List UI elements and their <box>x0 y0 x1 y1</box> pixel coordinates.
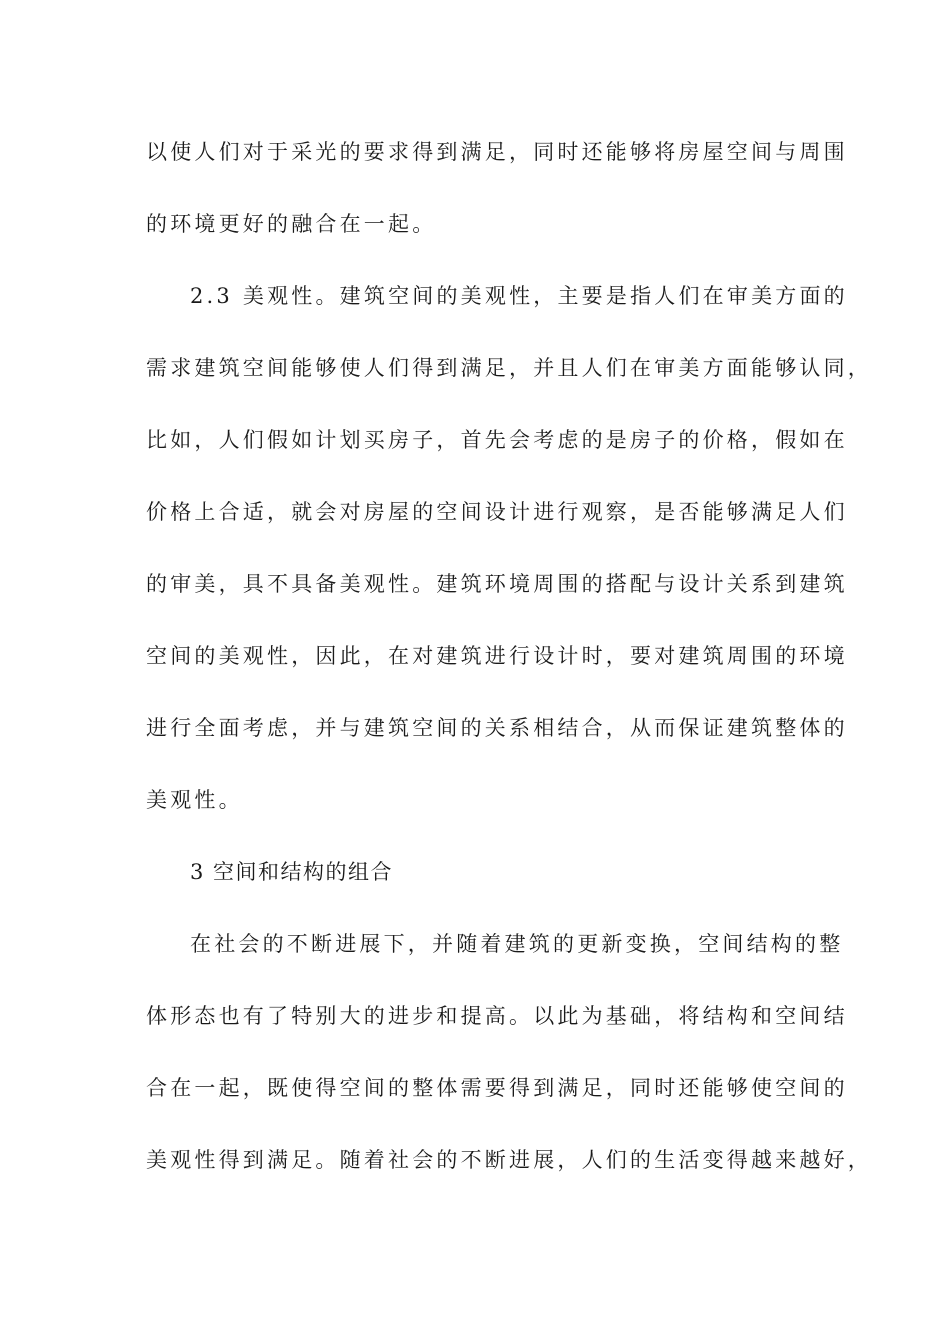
paragraph-first-line: 2.3 美观性。建筑空间的美观性，主要是指人们在审美方面的 <box>190 284 848 308</box>
text-line: 进行全面考虑，并与建筑空间的关系相结合，从而保证建筑整体的 <box>146 716 848 740</box>
text-line: 空间的美观性，因此，在对建筑进行设计时，要对建筑周围的环境 <box>146 644 848 668</box>
text-line: 以使人们对于采光的要求得到满足，同时还能够将房屋空间与周围 <box>146 140 848 164</box>
text-line: 美观性得到满足。随着社会的不断进展，人们的生活变得越来越好， <box>146 1148 872 1172</box>
text-line: 的审美，具不具备美观性。建筑环境周围的搭配与设计关系到建筑 <box>146 572 848 596</box>
text-line: 体形态也有了特别大的进步和提高。以此为基础，将结构和空间结 <box>146 1004 848 1028</box>
text-line: 美观性。 <box>146 788 243 812</box>
section-heading: 3 空间和结构的组合 <box>190 860 394 884</box>
text-line: 合在一起，既使得空间的整体需要得到满足，同时还能够使空间的 <box>146 1076 848 1100</box>
text-line: 价格上合适，就会对房屋的空间设计进行观察，是否能够满足人们 <box>146 500 848 524</box>
paragraph-first-line: 在社会的不断进展下，并随着建筑的更新变换，空间结构的整 <box>190 932 844 956</box>
text-line: 需求建筑空间能够使人们得到满足，并且人们在审美方面能够认同， <box>146 356 872 380</box>
text-line: 的环境更好的融合在一起。 <box>146 212 437 236</box>
text-line: 比如，人们假如计划买房子，首先会考虑的是房子的价格，假如在 <box>146 428 848 452</box>
